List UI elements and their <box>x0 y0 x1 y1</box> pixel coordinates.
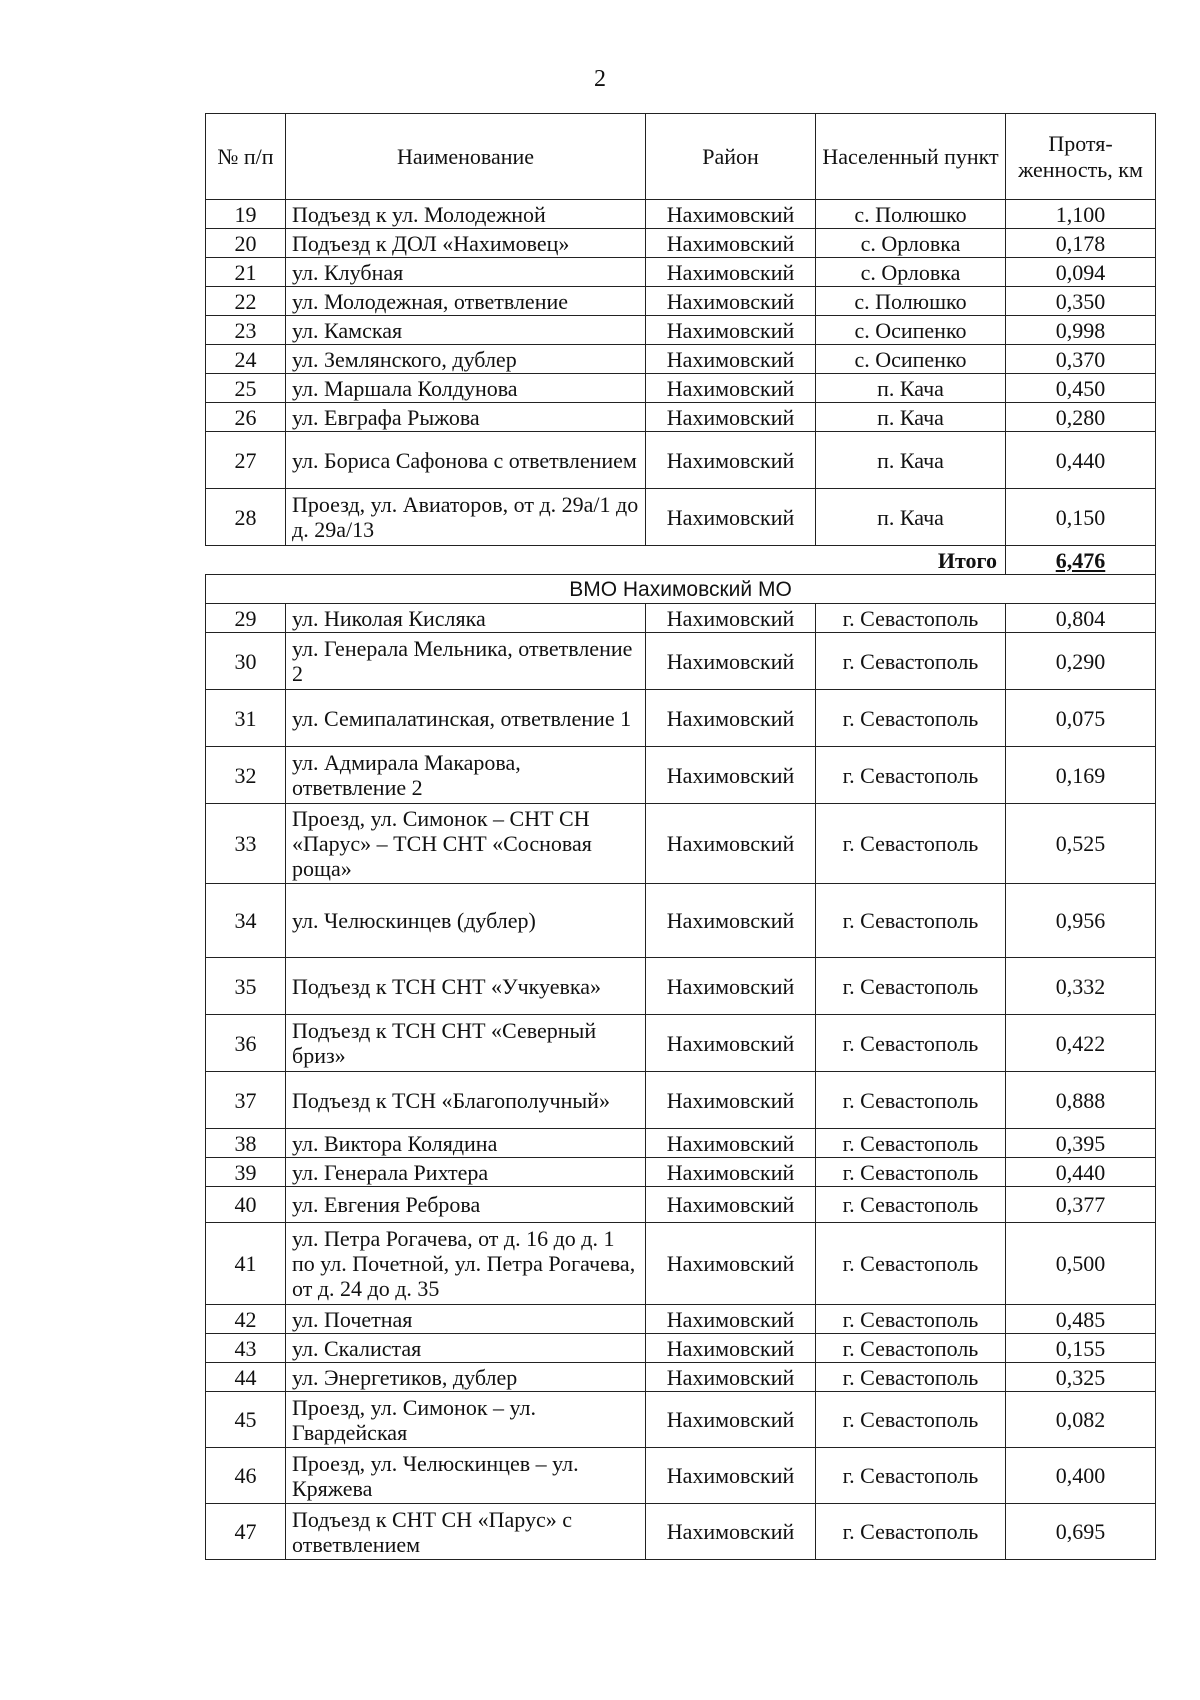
row-length: 0,094 <box>1006 258 1156 287</box>
row-name: ул. Землянского, дублер <box>286 345 646 374</box>
row-city: г. Севастополь <box>816 747 1006 804</box>
row-raion: Нахимовский <box>646 1015 816 1072</box>
row-raion: Нахимовский <box>646 403 816 432</box>
row-raion: Нахимовский <box>646 345 816 374</box>
row-number: 47 <box>206 1504 286 1560</box>
row-city: г. Севастополь <box>816 1334 1006 1363</box>
row-number: 36 <box>206 1015 286 1072</box>
row-city: п. Кача <box>816 374 1006 403</box>
row-name: ул. Евгения Реброва <box>286 1187 646 1223</box>
row-city: г. Севастополь <box>816 1305 1006 1334</box>
row-length: 0,280 <box>1006 403 1156 432</box>
row-name: Подъезд к ТСН СНТ «Учкуевка» <box>286 958 646 1015</box>
row-number: 22 <box>206 287 286 316</box>
row-number: 31 <box>206 690 286 747</box>
row-raion: Нахимовский <box>646 747 816 804</box>
row-name: ул. Евграфа Рыжова <box>286 403 646 432</box>
row-length: 0,325 <box>1006 1363 1156 1392</box>
row-number: 27 <box>206 432 286 489</box>
row-raion: Нахимовский <box>646 804 816 884</box>
section-row <box>206 575 1156 604</box>
table-row <box>206 200 1156 229</box>
row-length: 0,169 <box>1006 747 1156 804</box>
row-length: 0,075 <box>1006 690 1156 747</box>
row-raion: Нахимовский <box>646 1363 816 1392</box>
row-length: 1,100 <box>1006 200 1156 229</box>
total-value: 6,476 <box>1006 546 1156 575</box>
row-length: 0,525 <box>1006 804 1156 884</box>
row-number: 39 <box>206 1158 286 1187</box>
row-city: п. Кача <box>816 432 1006 489</box>
row-length: 0,370 <box>1006 345 1156 374</box>
row-name: ул. Николая Кисляка <box>286 604 646 633</box>
row-length: 0,485 <box>1006 1305 1156 1334</box>
table-row <box>206 287 1156 316</box>
row-name: ул. Энергетиков, дублер <box>286 1363 646 1392</box>
header-city: Населенный пункт <box>816 114 1006 200</box>
row-name: ул. Челюскинцев (дублер) <box>286 884 646 958</box>
section-title: ВМО Нахимовский МО <box>206 575 1156 604</box>
row-number: 32 <box>206 747 286 804</box>
row-city: с. Полюшко <box>816 287 1006 316</box>
table-row <box>206 1072 1156 1129</box>
table-row <box>206 403 1156 432</box>
table-row <box>206 374 1156 403</box>
table-row <box>206 633 1156 690</box>
row-raion: Нахимовский <box>646 432 816 489</box>
table-row <box>206 747 1156 804</box>
table-row <box>206 958 1156 1015</box>
row-city: г. Севастополь <box>816 690 1006 747</box>
row-length: 0,695 <box>1006 1504 1156 1560</box>
row-number: 19 <box>206 200 286 229</box>
row-name: ул. Скалистая <box>286 1334 646 1363</box>
row-length: 0,395 <box>1006 1129 1156 1158</box>
row-raion: Нахимовский <box>646 1504 816 1560</box>
row-name: ул. Адмирала Макарова, ответвление 2 <box>286 747 646 804</box>
table-row <box>206 1504 1156 1560</box>
row-raion: Нахимовский <box>646 1129 816 1158</box>
row-number: 37 <box>206 1072 286 1129</box>
row-city: г. Севастополь <box>816 1187 1006 1223</box>
row-name: Подъезд к ДОЛ «Нахимовец» <box>286 229 646 258</box>
header-num: № п/п <box>206 114 286 200</box>
row-length: 0,500 <box>1006 1223 1156 1305</box>
header-raion: Район <box>646 114 816 200</box>
row-length: 0,332 <box>1006 958 1156 1015</box>
row-length: 0,956 <box>1006 884 1156 958</box>
row-city: г. Севастополь <box>816 1363 1006 1392</box>
total-row <box>206 546 1156 575</box>
table-body-rural <box>206 200 1156 546</box>
row-number: 43 <box>206 1334 286 1363</box>
row-number: 35 <box>206 958 286 1015</box>
table-row <box>206 1448 1156 1504</box>
row-city: г. Севастополь <box>816 1223 1006 1305</box>
row-length: 0,377 <box>1006 1187 1156 1223</box>
row-raion: Нахимовский <box>646 633 816 690</box>
row-length: 0,178 <box>1006 229 1156 258</box>
row-name: ул. Петра Рогачева, от д. 16 до д. 1 по ул. Почетной, ул. Петра Рогачева, от д. 24 до д. 35 <box>286 1223 646 1305</box>
row-city: г. Севастополь <box>816 1448 1006 1504</box>
row-name: Проезд, ул. Авиаторов, от д. 29а/1 до д. 29а/13 <box>286 489 646 546</box>
row-number: 23 <box>206 316 286 345</box>
table-row <box>206 345 1156 374</box>
row-city: г. Севастополь <box>816 633 1006 690</box>
table-row <box>206 1187 1156 1223</box>
row-number: 46 <box>206 1448 286 1504</box>
table-row <box>206 604 1156 633</box>
row-raion: Нахимовский <box>646 884 816 958</box>
row-number: 44 <box>206 1363 286 1392</box>
row-name: Подъезд к СНТ СН «Парус» с ответвлением <box>286 1504 646 1560</box>
row-name: Подъезд к ТСН «Благополучный» <box>286 1072 646 1129</box>
table-row <box>206 1363 1156 1392</box>
row-number: 28 <box>206 489 286 546</box>
row-number: 26 <box>206 403 286 432</box>
table-row <box>206 690 1156 747</box>
table-row <box>206 432 1156 489</box>
row-name: ул. Бориса Сафонова с ответвлением <box>286 432 646 489</box>
table-row <box>206 1015 1156 1072</box>
total-label: Итого <box>206 546 1006 575</box>
row-city: г. Севастополь <box>816 604 1006 633</box>
header-length: Протя-женность, км <box>1006 114 1156 200</box>
row-name: ул. Генерала Мельника, ответвление 2 <box>286 633 646 690</box>
row-length: 0,290 <box>1006 633 1156 690</box>
row-length: 0,350 <box>1006 287 1156 316</box>
row-raion: Нахимовский <box>646 374 816 403</box>
row-length: 0,150 <box>1006 489 1156 546</box>
row-city: г. Севастополь <box>816 1392 1006 1448</box>
row-name: ул. Генерала Рихтера <box>286 1158 646 1187</box>
row-number: 24 <box>206 345 286 374</box>
row-city: г. Севастополь <box>816 1504 1006 1560</box>
row-number: 20 <box>206 229 286 258</box>
row-length: 0,804 <box>1006 604 1156 633</box>
row-name: ул. Молодежная, ответвление <box>286 287 646 316</box>
row-number: 38 <box>206 1129 286 1158</box>
row-city: с. Осипенко <box>816 316 1006 345</box>
row-raion: Нахимовский <box>646 1392 816 1448</box>
header-name: Наименование <box>286 114 646 200</box>
row-number: 21 <box>206 258 286 287</box>
table-row <box>206 1158 1156 1187</box>
row-city: п. Кача <box>816 489 1006 546</box>
row-name: ул. Камская <box>286 316 646 345</box>
table-row <box>206 229 1156 258</box>
row-raion: Нахимовский <box>646 604 816 633</box>
table-row <box>206 258 1156 287</box>
table-summary <box>206 546 1156 604</box>
table-row <box>206 884 1156 958</box>
row-raion: Нахимовский <box>646 690 816 747</box>
table-row <box>206 1223 1156 1305</box>
row-length: 0,450 <box>1006 374 1156 403</box>
row-city: г. Севастополь <box>816 958 1006 1015</box>
row-name: Проезд, ул. Челюскинцев – ул. Кряжева <box>286 1448 646 1504</box>
table-row <box>206 489 1156 546</box>
row-number: 29 <box>206 604 286 633</box>
row-name: ул. Виктора Колядина <box>286 1129 646 1158</box>
table-row <box>206 1334 1156 1363</box>
row-city: с. Орловка <box>816 258 1006 287</box>
row-city: г. Севастополь <box>816 1072 1006 1129</box>
table-header <box>206 114 1156 200</box>
table-row <box>206 316 1156 345</box>
row-raion: Нахимовский <box>646 258 816 287</box>
row-length: 0,155 <box>1006 1334 1156 1363</box>
row-raion: Нахимовский <box>646 1448 816 1504</box>
row-name: ул. Почетная <box>286 1305 646 1334</box>
page-number: 2 <box>594 66 606 92</box>
row-raion: Нахимовский <box>646 1305 816 1334</box>
row-length: 0,440 <box>1006 1158 1156 1187</box>
row-city: с. Осипенко <box>816 345 1006 374</box>
row-name: Проезд, ул. Симонок – ул. Гвардейская <box>286 1392 646 1448</box>
row-length: 0,082 <box>1006 1392 1156 1448</box>
row-name: Проезд, ул. Симонок – СНТ СН «Парус» – ТСН СНТ «Сосновая роща» <box>286 804 646 884</box>
row-raion: Нахимовский <box>646 958 816 1015</box>
row-raion: Нахимовский <box>646 1187 816 1223</box>
row-length: 0,400 <box>1006 1448 1156 1504</box>
row-name: ул. Маршала Колдунова <box>286 374 646 403</box>
row-raion: Нахимовский <box>646 316 816 345</box>
row-city: г. Севастополь <box>816 804 1006 884</box>
table-row <box>206 1129 1156 1158</box>
row-raion: Нахимовский <box>646 1334 816 1363</box>
row-name: ул. Клубная <box>286 258 646 287</box>
row-city: п. Кача <box>816 403 1006 432</box>
row-length: 0,998 <box>1006 316 1156 345</box>
row-number: 45 <box>206 1392 286 1448</box>
table-body-city <box>206 604 1156 1560</box>
row-number: 33 <box>206 804 286 884</box>
table-row <box>206 1392 1156 1448</box>
row-raion: Нахимовский <box>646 200 816 229</box>
row-name: Подъезд к ул. Молодежной <box>286 200 646 229</box>
row-raion: Нахимовский <box>646 229 816 258</box>
table-row <box>206 804 1156 884</box>
row-raion: Нахимовский <box>646 287 816 316</box>
row-number: 41 <box>206 1223 286 1305</box>
row-city: г. Севастополь <box>816 1158 1006 1187</box>
row-name: Подъезд к ТСН СНТ «Северный бриз» <box>286 1015 646 1072</box>
row-number: 34 <box>206 884 286 958</box>
row-city: с. Орловка <box>816 229 1006 258</box>
row-raion: Нахимовский <box>646 1223 816 1305</box>
row-name: ул. Семипалатинская, ответвление 1 <box>286 690 646 747</box>
row-raion: Нахимовский <box>646 1072 816 1129</box>
row-number: 40 <box>206 1187 286 1223</box>
table-row <box>206 1305 1156 1334</box>
row-length: 0,440 <box>1006 432 1156 489</box>
row-city: г. Севастополь <box>816 1015 1006 1072</box>
row-raion: Нахимовский <box>646 489 816 546</box>
row-raion: Нахимовский <box>646 1158 816 1187</box>
roads-table <box>205 113 1156 1560</box>
row-number: 30 <box>206 633 286 690</box>
row-city: г. Севастополь <box>816 1129 1006 1158</box>
row-length: 0,888 <box>1006 1072 1156 1129</box>
row-number: 42 <box>206 1305 286 1334</box>
row-city: с. Полюшко <box>816 200 1006 229</box>
row-city: г. Севастополь <box>816 884 1006 958</box>
row-length: 0,422 <box>1006 1015 1156 1072</box>
row-number: 25 <box>206 374 286 403</box>
